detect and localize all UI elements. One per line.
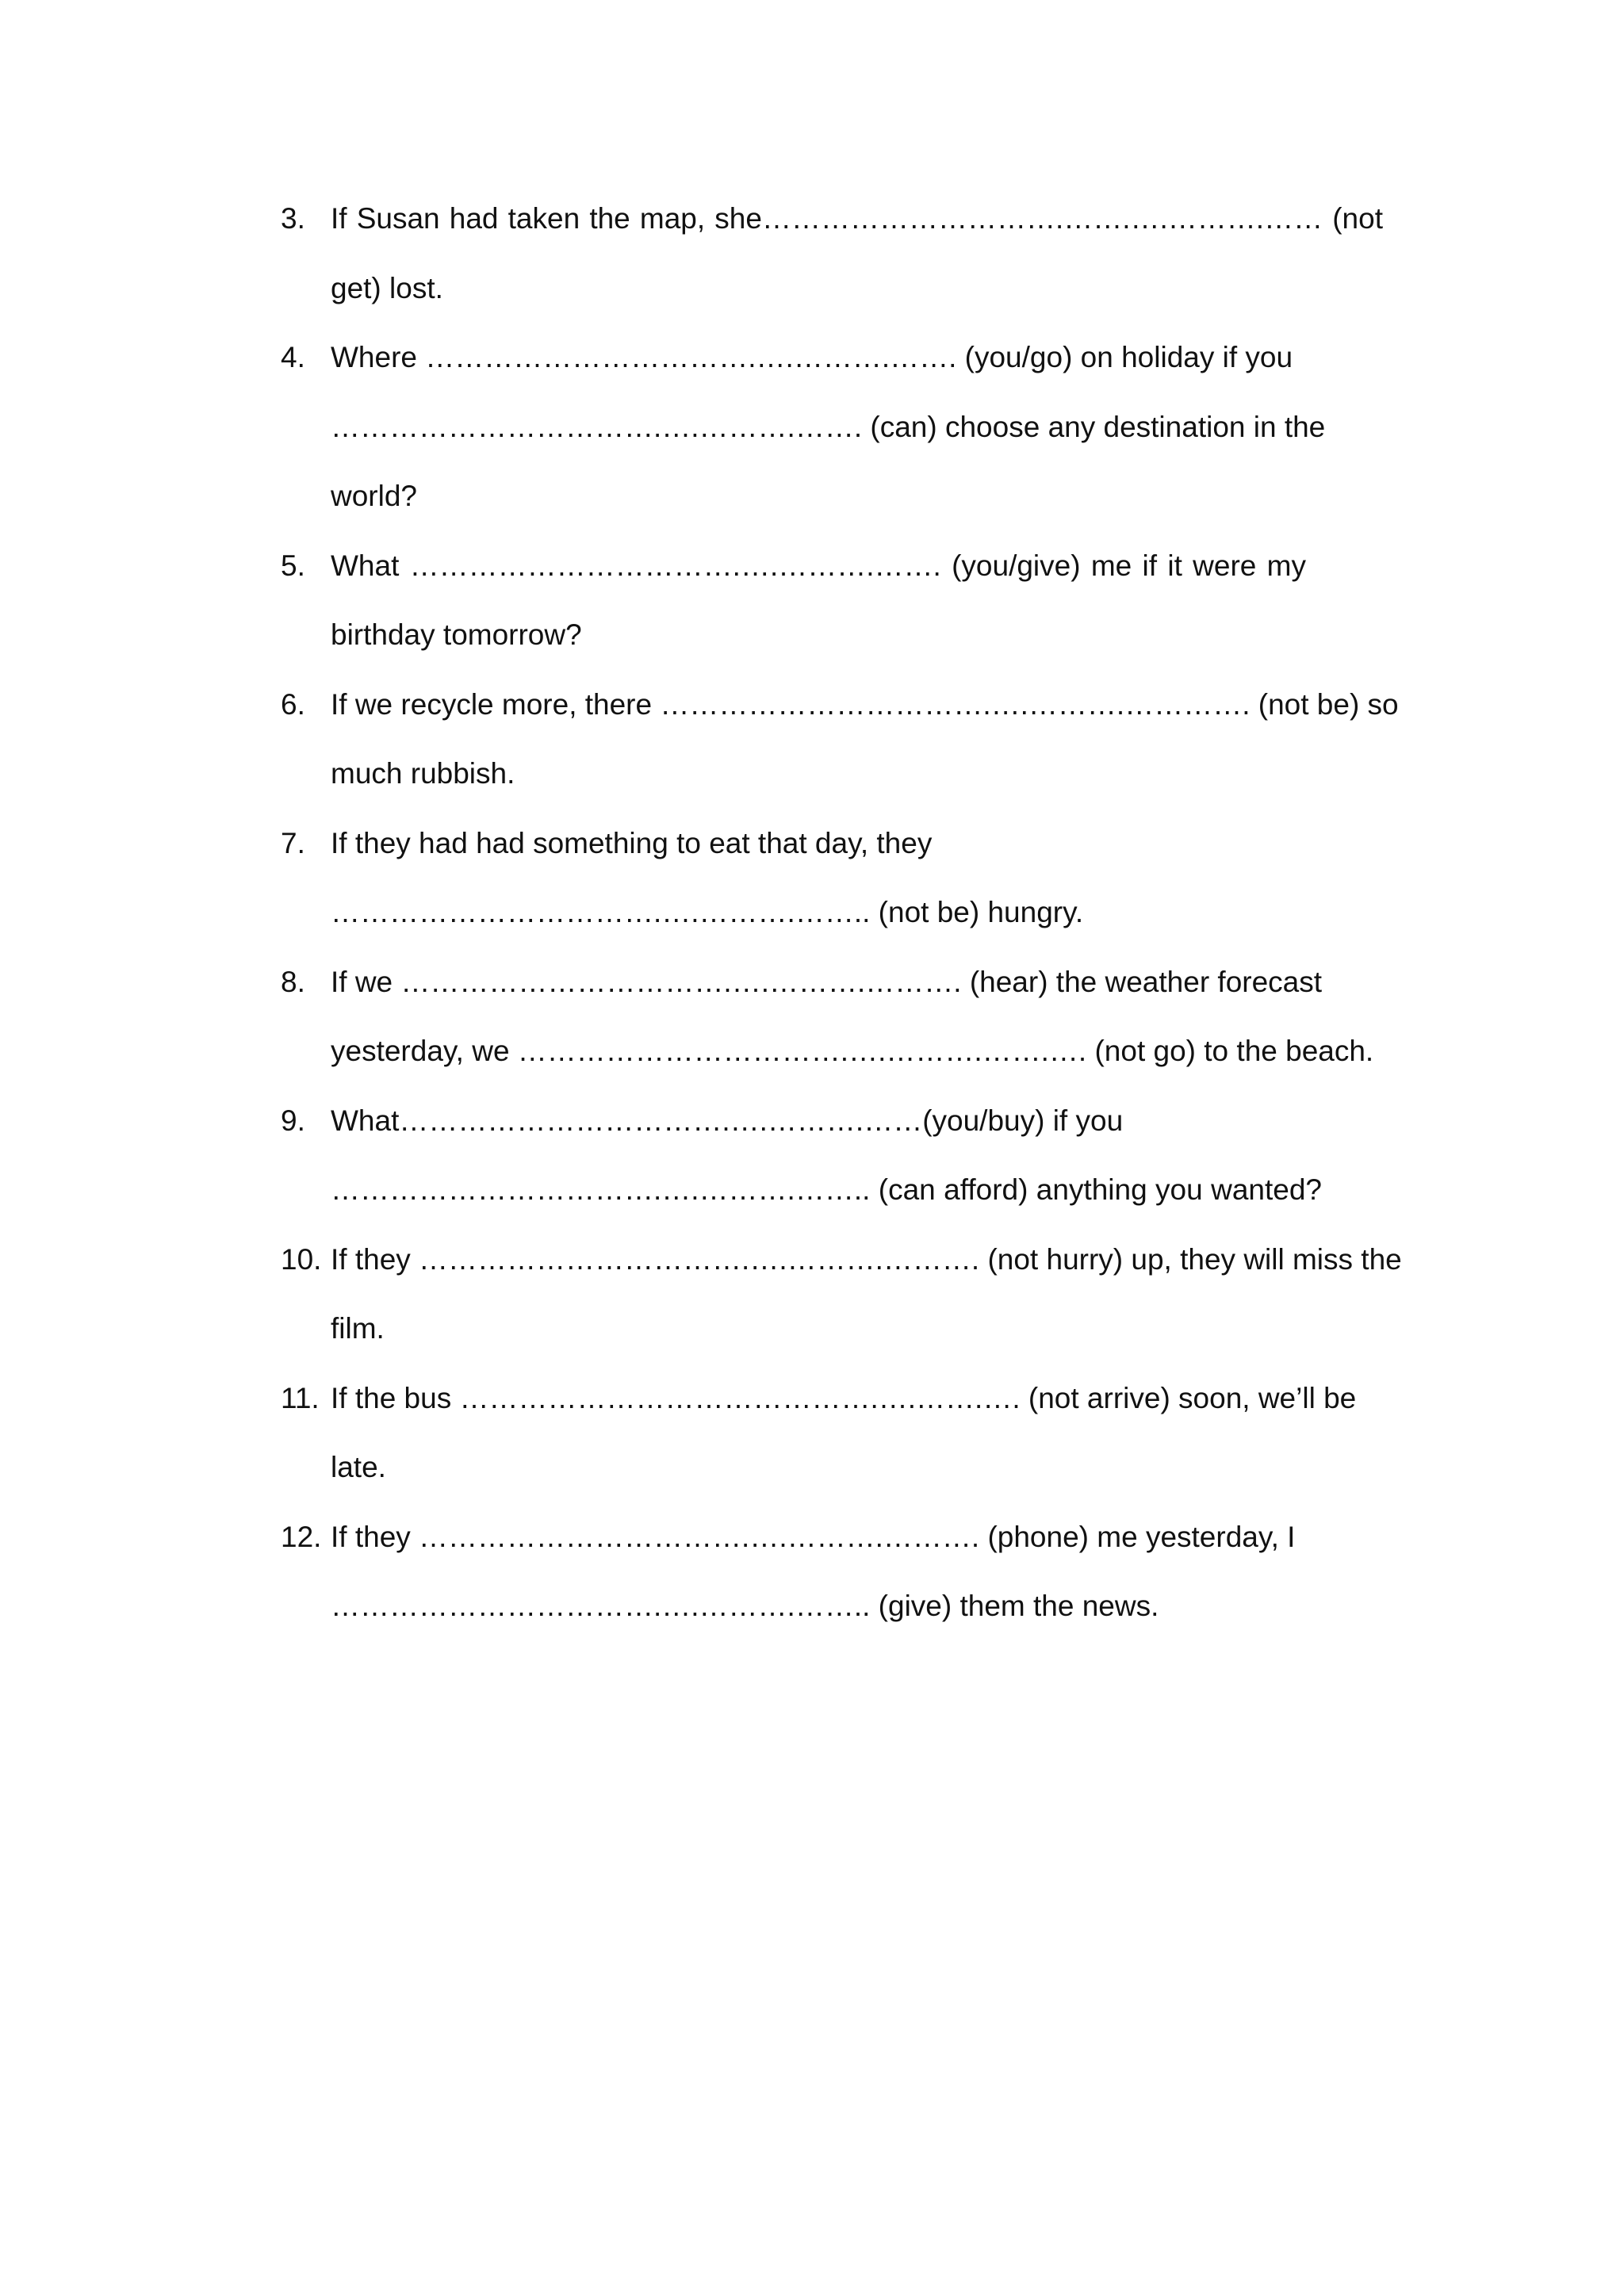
exercise-item-7 xyxy=(281,809,1383,947)
exercise-item-9 xyxy=(281,1086,1383,1225)
item-text-line: If we …………………………….….……….………. (hear) the weather forecast xyxy=(331,965,1323,998)
exercise-list xyxy=(281,184,1402,1641)
item-number: 11. xyxy=(281,1381,320,1414)
item-text-line: …………………………….….……….…….. (give) them the news. xyxy=(331,1590,1159,1622)
item-text-line: If they …………………………….….……….………. (not hurry) up, they will miss the xyxy=(331,1242,1402,1276)
item-text-line: …………………………….….……….……. (can) choose any destination in the xyxy=(331,410,1326,443)
item-text-line: film. xyxy=(331,1312,385,1345)
item-text-line: What …………………………….….……….……. (you/give) me if it were my xyxy=(331,549,1306,582)
exercise-item-6 xyxy=(281,670,1399,809)
item-number: 4. xyxy=(281,341,305,373)
exercise-item-10 xyxy=(281,1225,1402,1364)
item-text-line: If they …………………………….….……….………. (phone) me yesterday, I xyxy=(331,1520,1296,1553)
exercise-item-11 xyxy=(281,1364,1383,1502)
item-number: 6. xyxy=(281,687,305,721)
item-text-line: If the bus …………………………………….….…….…. (not arrive) soon, we’ll be xyxy=(331,1381,1357,1414)
item-text-line: late. xyxy=(331,1451,386,1483)
item-text-line: world? xyxy=(331,480,417,512)
item-text-line: yesterday, we …………………………….….……….…….…. (not go) to the beach. xyxy=(331,1035,1374,1067)
item-text-line: …………………………….….……….…….. (not be) hungry. xyxy=(331,896,1084,928)
item-number: 7. xyxy=(281,826,305,859)
item-text-line: much rubbish. xyxy=(331,757,515,790)
item-text-line: …………………………….….……….…….. (can afford) anything you wanted? xyxy=(331,1173,1322,1206)
item-number: 8. xyxy=(281,965,305,998)
item-text-line: What…………………………….….……….……(you/buy) if you xyxy=(331,1104,1124,1137)
item-text-line: If we recycle more, there …………………………….….……….…………. (not be) so xyxy=(331,687,1399,721)
exercise-item-4 xyxy=(281,323,1383,531)
item-text-line: Where …………………………….….……….……. (you/go) on holiday if you xyxy=(331,341,1293,373)
item-text-line: get) lost. xyxy=(331,271,443,304)
exercise-item-5 xyxy=(281,531,1383,670)
item-text-line: birthday tomorrow? xyxy=(331,618,582,651)
exercise-item-8 xyxy=(281,947,1383,1086)
exercise-item-12 xyxy=(281,1502,1383,1641)
item-number: 3. xyxy=(281,202,305,235)
item-number: 10. xyxy=(281,1242,322,1276)
item-number: 5. xyxy=(281,549,305,582)
item-text-line: If they had had something to eat that day, they xyxy=(331,826,933,859)
item-number: 9. xyxy=(281,1104,305,1137)
item-text-line: If Susan had taken the map, she………………………….…….….……….…… (not xyxy=(331,202,1383,235)
exercise-item-3 xyxy=(281,184,1383,323)
item-number: 12. xyxy=(281,1520,322,1553)
